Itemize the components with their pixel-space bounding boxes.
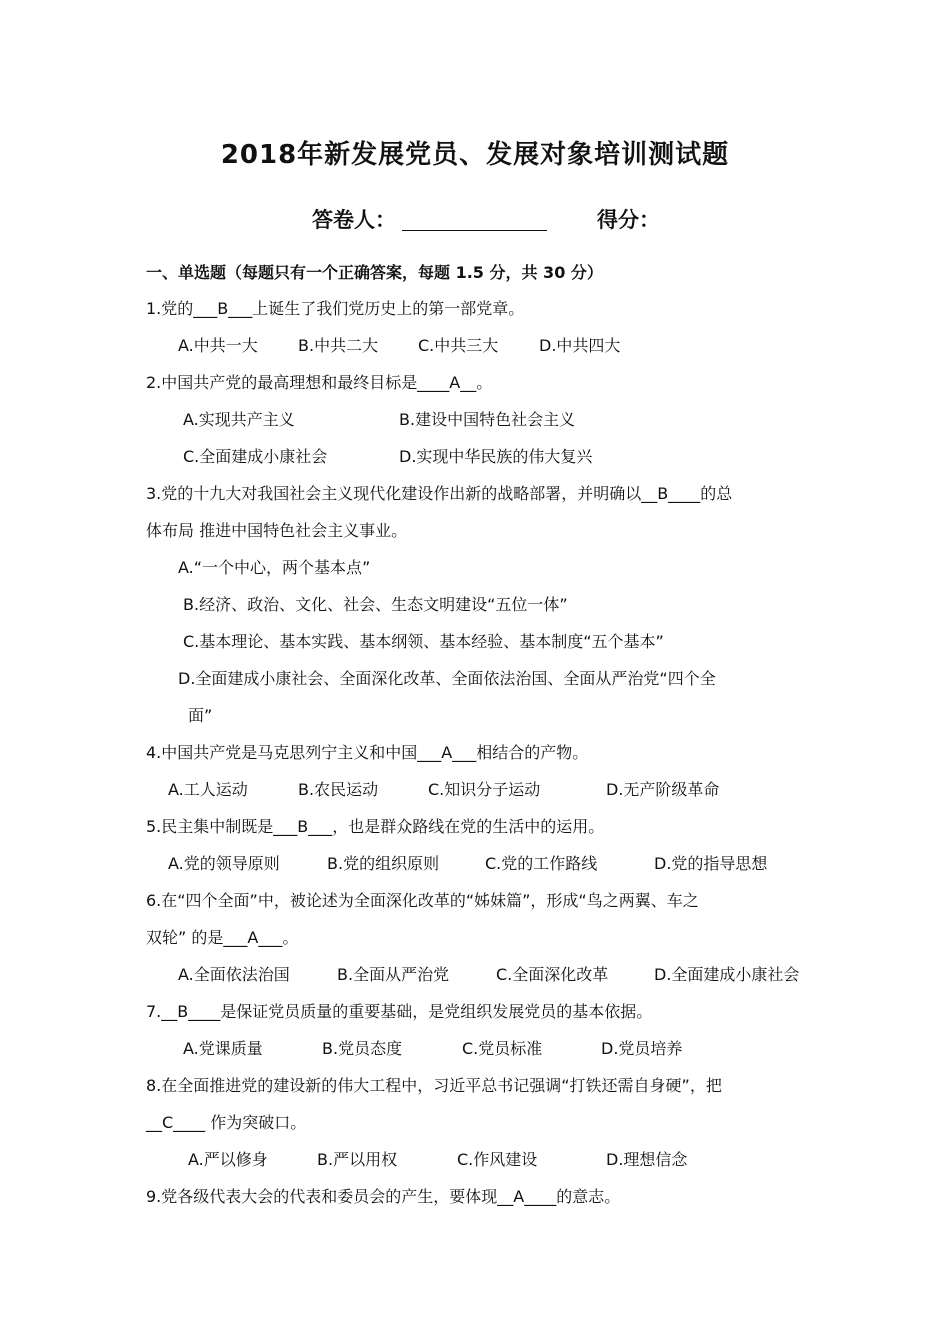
q4-option-b: B.农民运动 xyxy=(298,780,379,799)
q5-option-d: D.党的指导思想 xyxy=(654,854,768,873)
q1-option-c: C.中共三大 xyxy=(418,336,499,355)
question-4-stem: 4.中国共产党是马克思列宁主义和中国___A___相结合的产物。 xyxy=(146,743,589,762)
q8-option-d: D.理想信念 xyxy=(606,1150,688,1169)
question-9-stem: 9.党各级代表大会的代表和委员会的产生，要体现__A____的意志。 xyxy=(146,1187,621,1206)
question-6-stem-line-1: 6.在“四个全面”中，被论述为全面深化改革的“姊妹篇”，形成“鸟之两翼、车之 xyxy=(146,891,699,910)
page-title: 2018年新发展党员、发展对象培训测试题 xyxy=(220,140,730,170)
question-6-stem-line-2: 双轮” 的是___A___。 xyxy=(146,928,299,947)
q7-option-a: A.党课质量 xyxy=(183,1039,263,1058)
q1-option-b: B.中共二大 xyxy=(298,336,379,355)
q4-option-d: D.无产阶级革命 xyxy=(606,780,720,799)
q2-option-a: A.实现共产主义 xyxy=(183,410,295,429)
question-8-stem-line-1: 8.在全面推进党的建设新的伟大工程中，习近平总书记强调“打铁还需自身硬”，把 xyxy=(146,1076,722,1095)
q8-option-c: C.作风建设 xyxy=(457,1150,538,1169)
question-3-stem-line-1: 3.党的十九大对我国社会主义现代化建设作出新的战略部署，并明确以__B____的总 xyxy=(146,484,733,503)
q7-option-d: D.党员培养 xyxy=(601,1039,683,1058)
question-7-stem: 7.__B____是保证党员质量的重要基础，是党组织发展党员的基本依据。 xyxy=(146,1002,653,1021)
q5-option-b: B.党的组织原则 xyxy=(327,854,440,873)
question-1-stem: 1.党的___B___上诞生了我们党历史上的第一部党章。 xyxy=(146,299,525,318)
q6-option-b: B.全面从严治党 xyxy=(337,965,450,984)
question-2-stem: 2.中国共产党的最高理想和最终目标是____A__。 xyxy=(146,373,493,392)
q3-option-d: D.全面建成小康社会、全面深化改革、全面依法治国、全面从严治党“四个全 xyxy=(178,669,716,688)
q3-option-b: B.经济、政治、文化、社会、生态文明建设“五位一体” xyxy=(183,595,568,614)
q6-option-a: A.全面依法治国 xyxy=(178,965,290,984)
section-heading: 一、单选题（每题只有一个正确答案，每题 1.5 分，共 30 分） xyxy=(146,263,603,282)
q2-option-d: D.实现中华民族的伟大复兴 xyxy=(399,447,593,466)
respondent-blank xyxy=(402,208,547,231)
q7-option-c: C.党员标准 xyxy=(462,1039,543,1058)
q2-option-b: B.建设中国特色社会主义 xyxy=(399,410,576,429)
q7-option-b: B.党员态度 xyxy=(322,1039,403,1058)
q2-option-c: C.全面建成小康社会 xyxy=(183,447,328,466)
q3-option-c: C.基本理论、基本实践、基本纲领、基本经验、基本制度“五个基本” xyxy=(183,632,664,651)
respondent-label: 答卷人： xyxy=(312,208,396,232)
q4-option-c: C.知识分子运动 xyxy=(428,780,541,799)
q5-option-c: C.党的工作路线 xyxy=(485,854,598,873)
q1-option-d: D.中共四大 xyxy=(539,336,621,355)
question-5-stem: 5.民主集中制既是___B___，也是群众路线在党的生活中的运用。 xyxy=(146,817,605,836)
score-label: 得分： xyxy=(597,208,660,232)
q5-option-a: A.党的领导原则 xyxy=(168,854,280,873)
q3-option-a: A.“一个中心，两个基本点” xyxy=(178,558,371,577)
q8-option-a: A.严以修身 xyxy=(188,1150,268,1169)
q6-option-d: D.全面建成小康社会 xyxy=(654,965,800,984)
q1-option-a: A.中共一大 xyxy=(178,336,258,355)
q4-option-a: A.工人运动 xyxy=(168,780,248,799)
q8-option-b: B.严以用权 xyxy=(317,1150,398,1169)
q3-option-d-cont: 面” xyxy=(188,706,213,725)
question-8-stem-line-2: __C____ 作为突破口。 xyxy=(146,1113,307,1132)
question-3-stem-line-2: 体布局 推进中国特色社会主义事业。 xyxy=(146,521,408,540)
q6-option-c: C.全面深化改革 xyxy=(496,965,609,984)
answer-line xyxy=(312,204,660,234)
